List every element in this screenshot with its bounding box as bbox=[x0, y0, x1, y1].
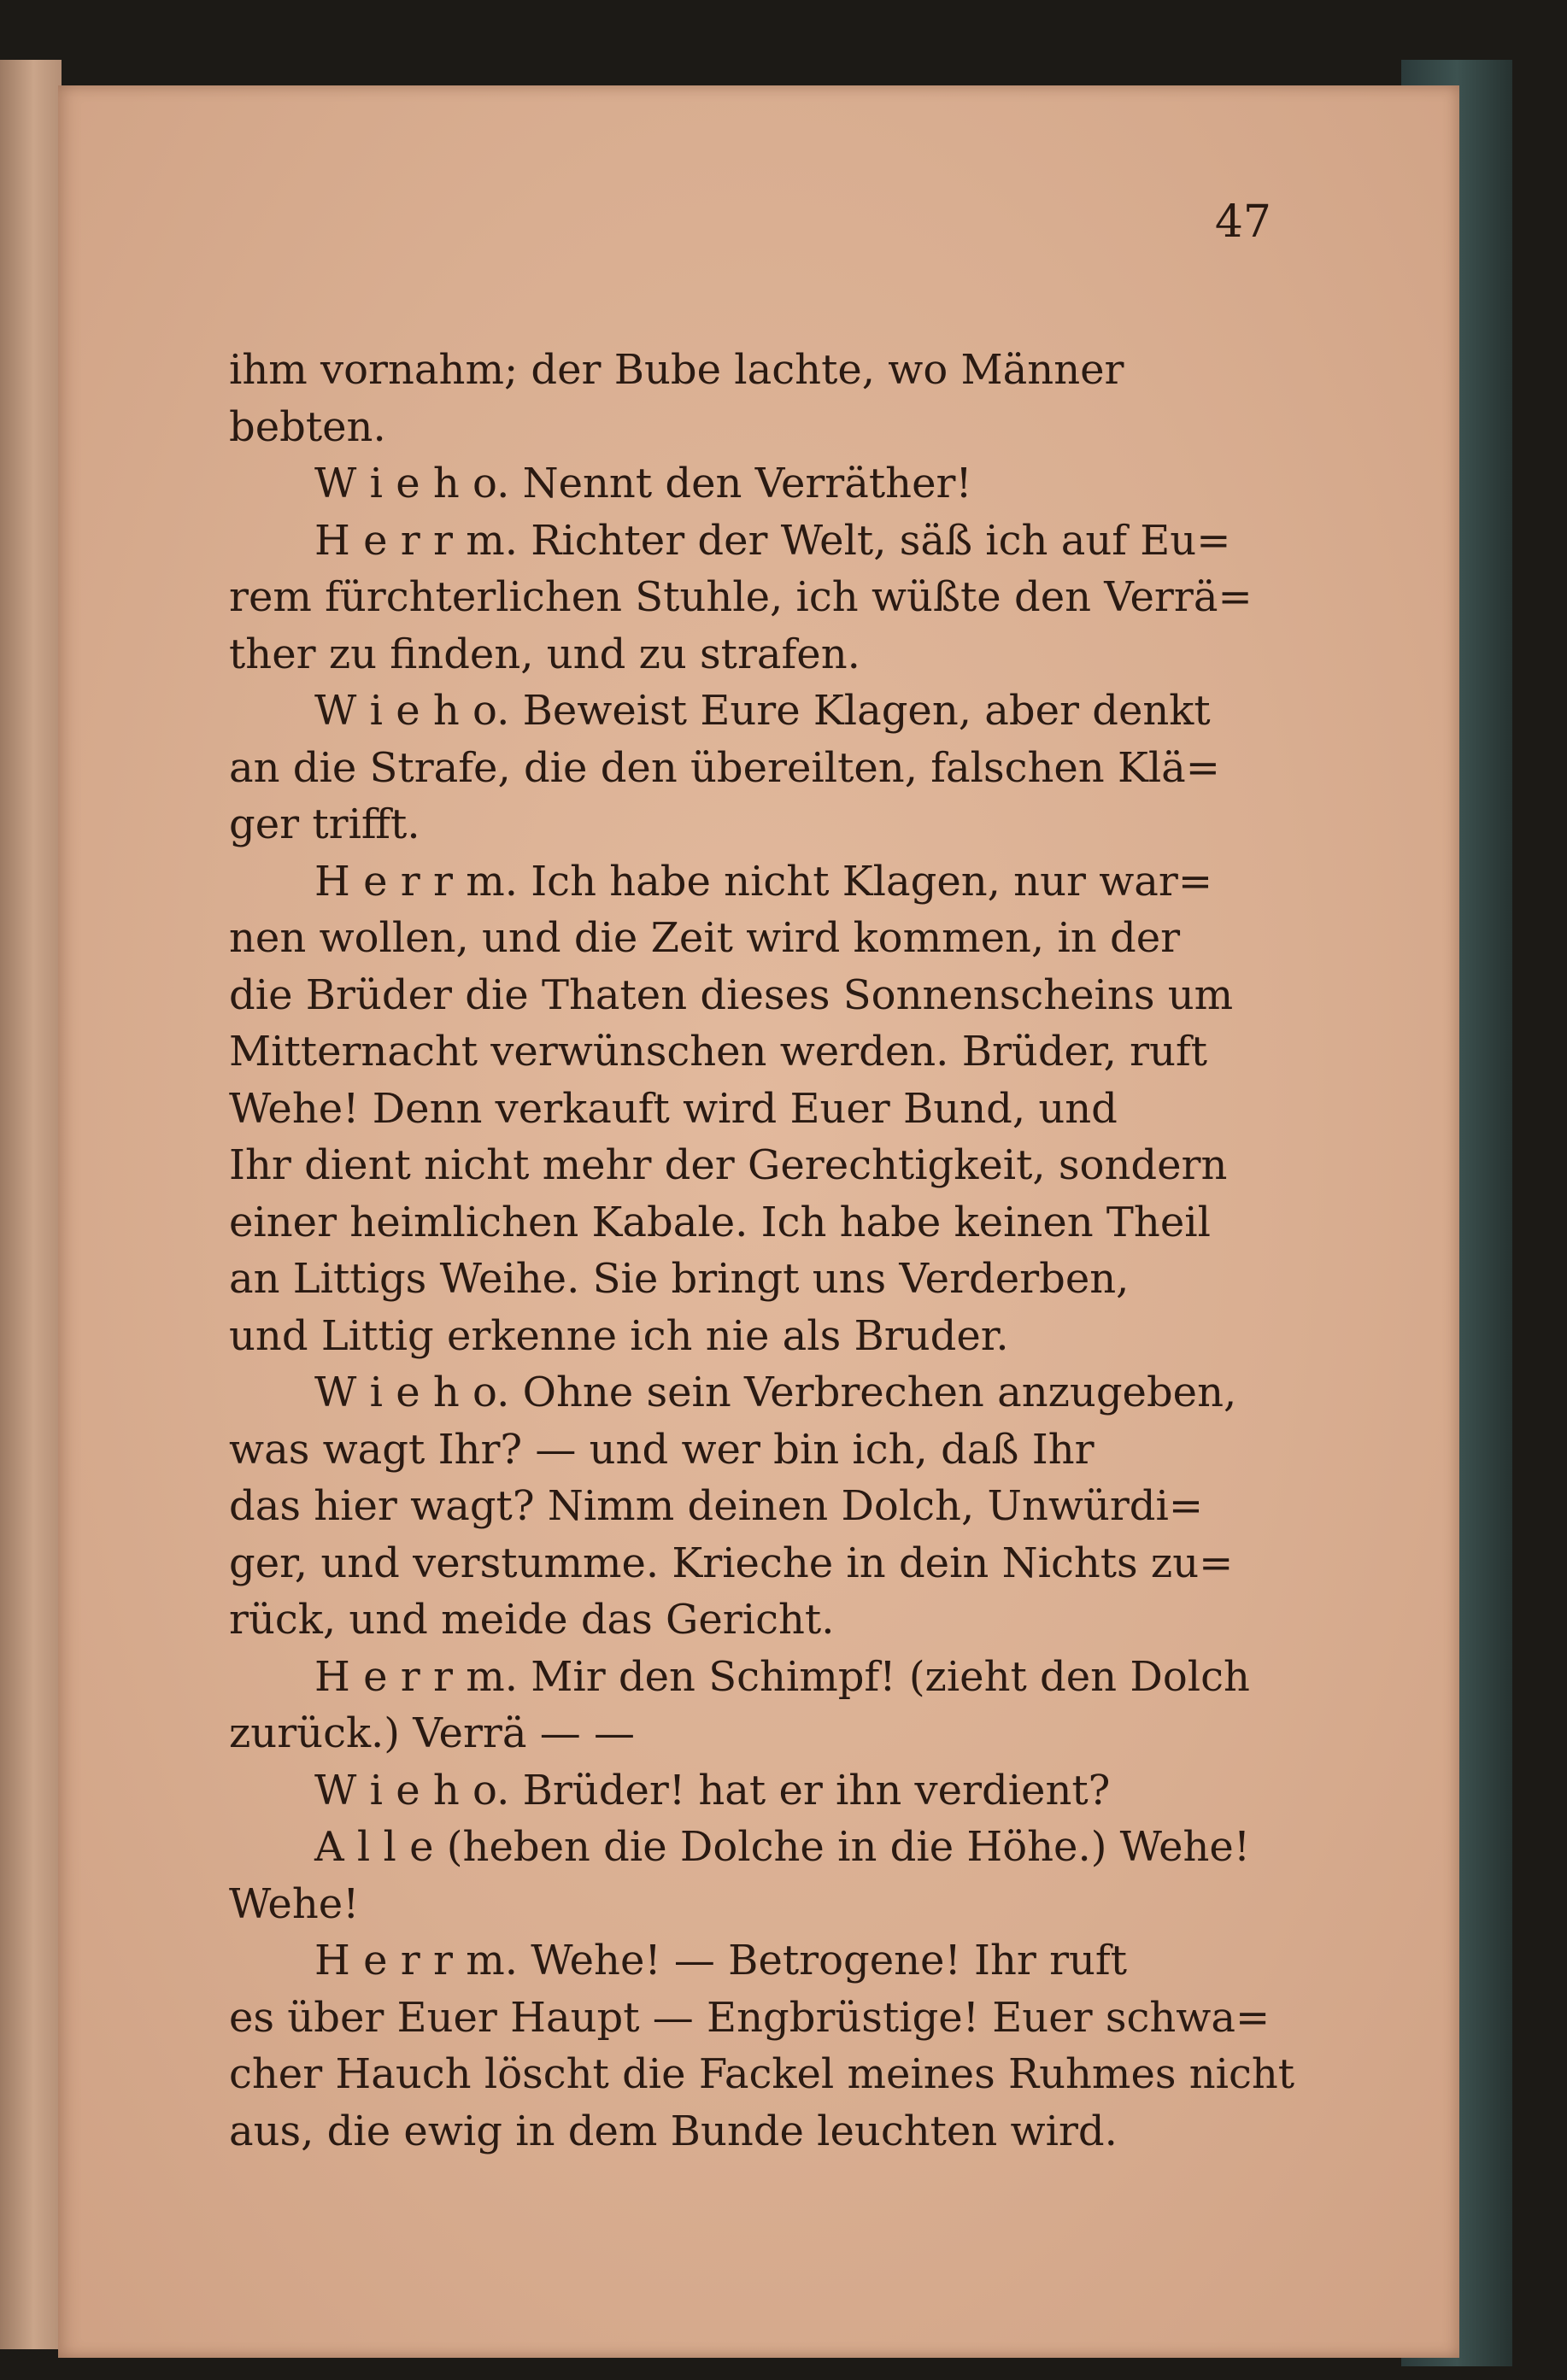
book-page bbox=[58, 85, 1459, 2358]
text-line: es über Euer Haupt — Engbrüstige! Euer schwa= bbox=[229, 1993, 1271, 2042]
text-line: was wagt Ihr? — und wer bin ich, daß Ihr bbox=[229, 1425, 1095, 1474]
text-line: aus, die ewig in dem Bunde leuchten wird. bbox=[229, 2107, 1118, 2155]
text-line: W i e h o. Nennt den Verräther! bbox=[314, 460, 972, 507]
text-line: H e r r m. Richter der Welt, säß ich auf Eu= bbox=[314, 516, 1231, 565]
text-line: Ihr dient nicht mehr der Gerechtigkeit, sondern bbox=[229, 1141, 1228, 1189]
text-line: die Brüder die Thaten dieses Sonnenscheins um bbox=[229, 970, 1234, 1019]
text-line: Mitternacht verwünschen werden. Brüder, ruft bbox=[229, 1028, 1208, 1076]
text-line: an Littigs Weihe. Sie bringt uns Verderben, bbox=[229, 1255, 1130, 1303]
page-number: 47 bbox=[1214, 196, 1271, 248]
text-line: W i e h o. Brüder! hat er ihn verdient? bbox=[314, 1766, 1111, 1814]
text-line: H e r r m. Mir den Schimpf! (zieht den Dolch bbox=[314, 1652, 1250, 1701]
text-line: an die Strafe, die den übereilten, falschen Klä= bbox=[229, 743, 1221, 792]
text-line: Wehe! Denn verkauft wird Euer Bund, und bbox=[229, 1084, 1118, 1133]
text-line: ihm vornahm; der Bube lachte, wo Männer bbox=[229, 346, 1124, 394]
text-line: W i e h o. Ohne sein Verbrechen anzugeben, bbox=[314, 1369, 1237, 1416]
text-line: nen wollen, und die Zeit wird kommen, in der bbox=[229, 914, 1181, 962]
text-line: bebten. bbox=[229, 402, 386, 451]
previous-page-edge bbox=[0, 60, 62, 2349]
text-line: ger trifft. bbox=[229, 800, 420, 848]
text-line: Wehe! bbox=[229, 1879, 360, 1928]
text-line: einer heimlichen Kabale. Ich habe keinen Theil bbox=[229, 1198, 1211, 1246]
text-line: A l l e (heben die Dolche in die Höhe.) Wehe! bbox=[314, 1823, 1251, 1871]
text-line: zurück.) Verrä — — bbox=[229, 1709, 635, 1757]
text-line: ger, und verstumme. Krieche in dein Nichts zu= bbox=[229, 1539, 1234, 1587]
text-line: H e r r m. Wehe! — Betrogene! Ihr ruft bbox=[314, 1937, 1127, 1984]
text-line: das hier wagt? Nimm deinen Dolch, Unwürdi= bbox=[229, 1482, 1204, 1530]
text-line: cher Hauch löscht die Fackel meines Ruhmes nicht bbox=[229, 2050, 1295, 2098]
text-line: rück, und meide das Gericht. bbox=[229, 1596, 835, 1644]
text-line: rem fürchterlichen Stuhle, ich wüßte den Verrä= bbox=[229, 573, 1253, 621]
text-line: ther zu finden, und zu strafen. bbox=[229, 630, 860, 678]
text-line: H e r r m. Ich habe nicht Klagen, nur war= bbox=[314, 857, 1213, 906]
text-line: und Littig erkenne ich nie als Bruder. bbox=[229, 1311, 1009, 1360]
page-text bbox=[229, 342, 1306, 2160]
text-line: W i e h o. Beweist Eure Klagen, aber denkt bbox=[314, 687, 1211, 735]
